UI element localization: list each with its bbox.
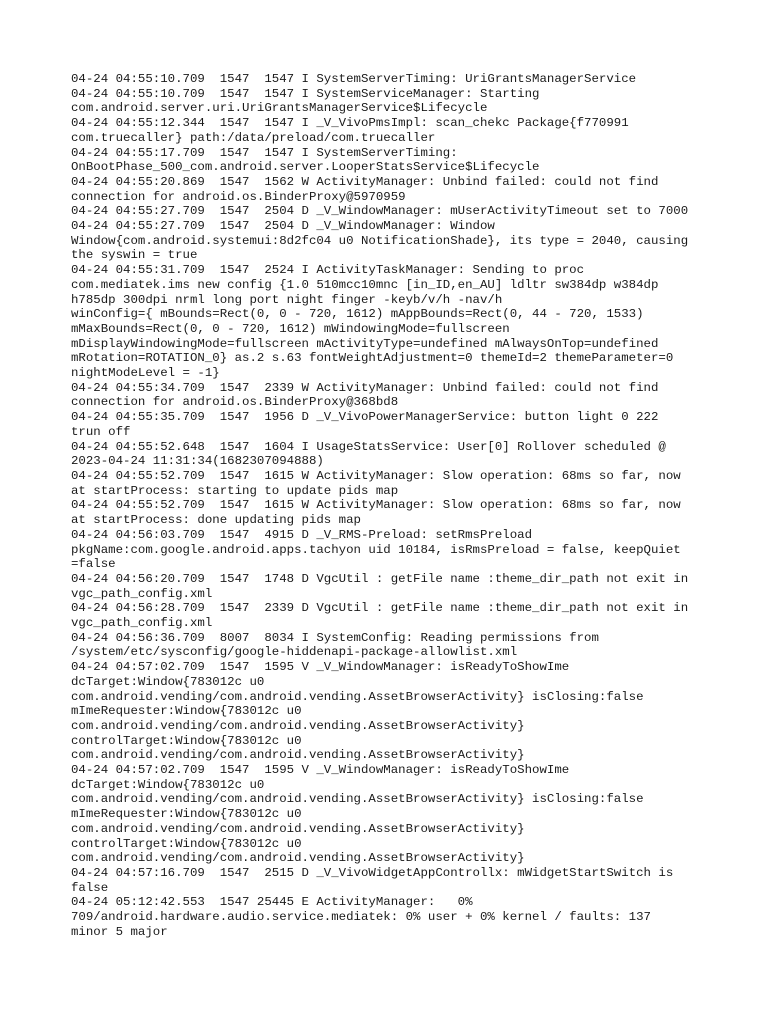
log-line: com.truecaller} path:/data/preload/com.truecaller [71, 130, 436, 145]
log-line: vgc_path_config.xml [71, 616, 213, 631]
log-line: at startProcess: starting to update pids map [71, 483, 399, 498]
log-line: 04-24 04:56:20.709 1547 1748 D VgcUtil : getFile name :theme_dir_path not exit in [71, 571, 689, 586]
log-line: 2023-04-24 11:31:34(1682307094888) [71, 454, 324, 469]
log-line: 04-24 04:55:34.709 1547 2339 W ActivityManager: Unbind failed: could not find [71, 380, 659, 395]
log-line: 04-24 04:55:12.344 1547 1547 I _V_VivoPmsImpl: scan_chekc Package{f770991 [71, 116, 629, 131]
log-line: 04-24 04:57:02.709 1547 1595 V _V_WindowManager: isReadyToShowIme [71, 763, 570, 778]
log-line: 04-24 04:56:36.709 8007 8034 I SystemConfig: Reading permissions from [71, 630, 599, 645]
log-line: connection for android.os.BinderProxy@368bd8 [71, 395, 399, 410]
log-line: 709/android.hardware.audio.service.mediatek: 0% user + 0% kernel / faults: 137 [71, 910, 651, 925]
log-line: at startProcess: done updating pids map [71, 513, 361, 528]
log-line: 04-24 04:57:02.709 1547 1595 V _V_WindowManager: isReadyToShowIme [71, 660, 570, 675]
log-line: controlTarget:Window{783012c u0 [71, 733, 302, 748]
log-line: =false [71, 557, 116, 572]
log-line: 04-24 04:55:31.709 1547 2524 I ActivityTaskManager: Sending to proc [71, 263, 585, 278]
log-line: dcTarget:Window{783012c u0 [71, 674, 265, 689]
log-line: 04-24 04:57:16.709 1547 2515 D _V_VivoWidgetAppControllx: mWidgetStartSwitch is [71, 865, 674, 880]
log-line: com.android.vending/com.android.vending.AssetBrowserActivity} isClosing:false [71, 689, 644, 704]
log-line: 04-24 04:55:52.709 1547 1615 W ActivityManager: Slow operation: 68ms so far, now [71, 498, 681, 513]
log-line: com.mediatek.ims new config {1.0 510mcc10mnc [in_ID,en_AU] ldltr sw384dp w384dp [71, 277, 659, 292]
log-line: 04-24 04:55:52.648 1547 1604 I UsageStatsService: User[0] Rollover scheduled @ [71, 439, 666, 454]
log-line: mImeRequester:Window{783012c u0 [71, 704, 302, 719]
log-document [71, 72, 711, 939]
log-line: mImeRequester:Window{783012c u0 [71, 807, 302, 822]
log-line: 04-24 04:56:03.709 1547 4915 D _V_RMS-Preload: setRmsPreload [71, 527, 533, 542]
log-line: 04-24 04:55:10.709 1547 1547 I SystemServiceManager: Starting [71, 86, 540, 101]
log-line: 04-24 04:55:20.869 1547 1562 W ActivityManager: Unbind failed: could not find [71, 174, 659, 189]
log-line: vgc_path_config.xml [71, 586, 213, 601]
log-line: /system/etc/sysconfig/google-hiddenapi-package-allowlist.xml [71, 645, 518, 660]
log-line: 04-24 04:55:27.709 1547 2504 D _V_WindowManager: Window [71, 219, 495, 234]
log-line: 04-24 04:55:17.709 1547 1547 I SystemServerTiming: [71, 145, 458, 160]
log-line: com.android.vending/com.android.vending.AssetBrowserActivity} [71, 821, 525, 836]
log-line: com.android.server.uri.UriGrantsManagerService$Lifecycle [71, 101, 488, 116]
log-line: com.android.vending/com.android.vending.AssetBrowserActivity} [71, 748, 525, 763]
log-line: minor 5 major [71, 924, 168, 939]
log-line: dcTarget:Window{783012c u0 [71, 777, 265, 792]
log-line: the syswin = true [71, 248, 198, 263]
log-line: h785dp 300dpi nrml long port night finger -keyb/v/h -nav/h [71, 292, 503, 307]
log-line: trun off [71, 424, 131, 439]
log-line: com.android.vending/com.android.vending.AssetBrowserActivity} isClosing:false [71, 792, 644, 807]
log-line: 04-24 04:55:52.709 1547 1615 W ActivityManager: Slow operation: 68ms so far, now [71, 468, 681, 483]
log-line: OnBootPhase_500_com.android.server.LooperStatsService$Lifecycle [71, 160, 540, 175]
log-line: nightModeLevel = -1} [71, 366, 220, 381]
log-line: controlTarget:Window{783012c u0 [71, 836, 302, 851]
log-line: winConfig={ mBounds=Rect(0, 0 - 720, 1612) mAppBounds=Rect(0, 44 - 720, 1533) [71, 307, 644, 322]
log-line: connection for android.os.BinderProxy@5970959 [71, 189, 406, 204]
log-line: 04-24 04:55:10.709 1547 1547 I SystemServerTiming: UriGrantsManagerService [71, 72, 637, 86]
log-line: mRotation=ROTATION_0} as.2 s.63 fontWeightAdjustment=0 themeId=2 themeParameter=0 [71, 351, 674, 366]
log-line: mDisplayWindowingMode=fullscreen mActivityType=undefined mAlwaysOnTop=undefined [71, 336, 659, 351]
log-line: Window{com.android.systemui:8d2fc04 u0 NotificationShade}, its type = 2040, causing [71, 233, 689, 248]
log-line: 04-24 05:12:42.553 1547 25445 E ActivityManager: 0% [71, 895, 473, 910]
log-line: pkgName:com.google.android.apps.tachyon uid 10184, isRmsPreload = false, keepQuiet [71, 542, 681, 557]
log-line: com.android.vending/com.android.vending.AssetBrowserActivity} [71, 718, 525, 733]
log-line: false [71, 880, 109, 895]
log-line: mMaxBounds=Rect(0, 0 - 720, 1612) mWindowingMode=fullscreen [71, 321, 510, 336]
log-line: com.android.vending/com.android.vending.AssetBrowserActivity} [71, 851, 525, 866]
log-line: 04-24 04:56:28.709 1547 2339 D VgcUtil : getFile name :theme_dir_path not exit in [71, 601, 689, 616]
log-line: 04-24 04:55:35.709 1547 1956 D _V_VivoPowerManagerService: button light 0 222 [71, 410, 659, 425]
log-line: 04-24 04:55:27.709 1547 2504 D _V_WindowManager: mUserActivityTimeout set to 7000 [71, 204, 689, 219]
